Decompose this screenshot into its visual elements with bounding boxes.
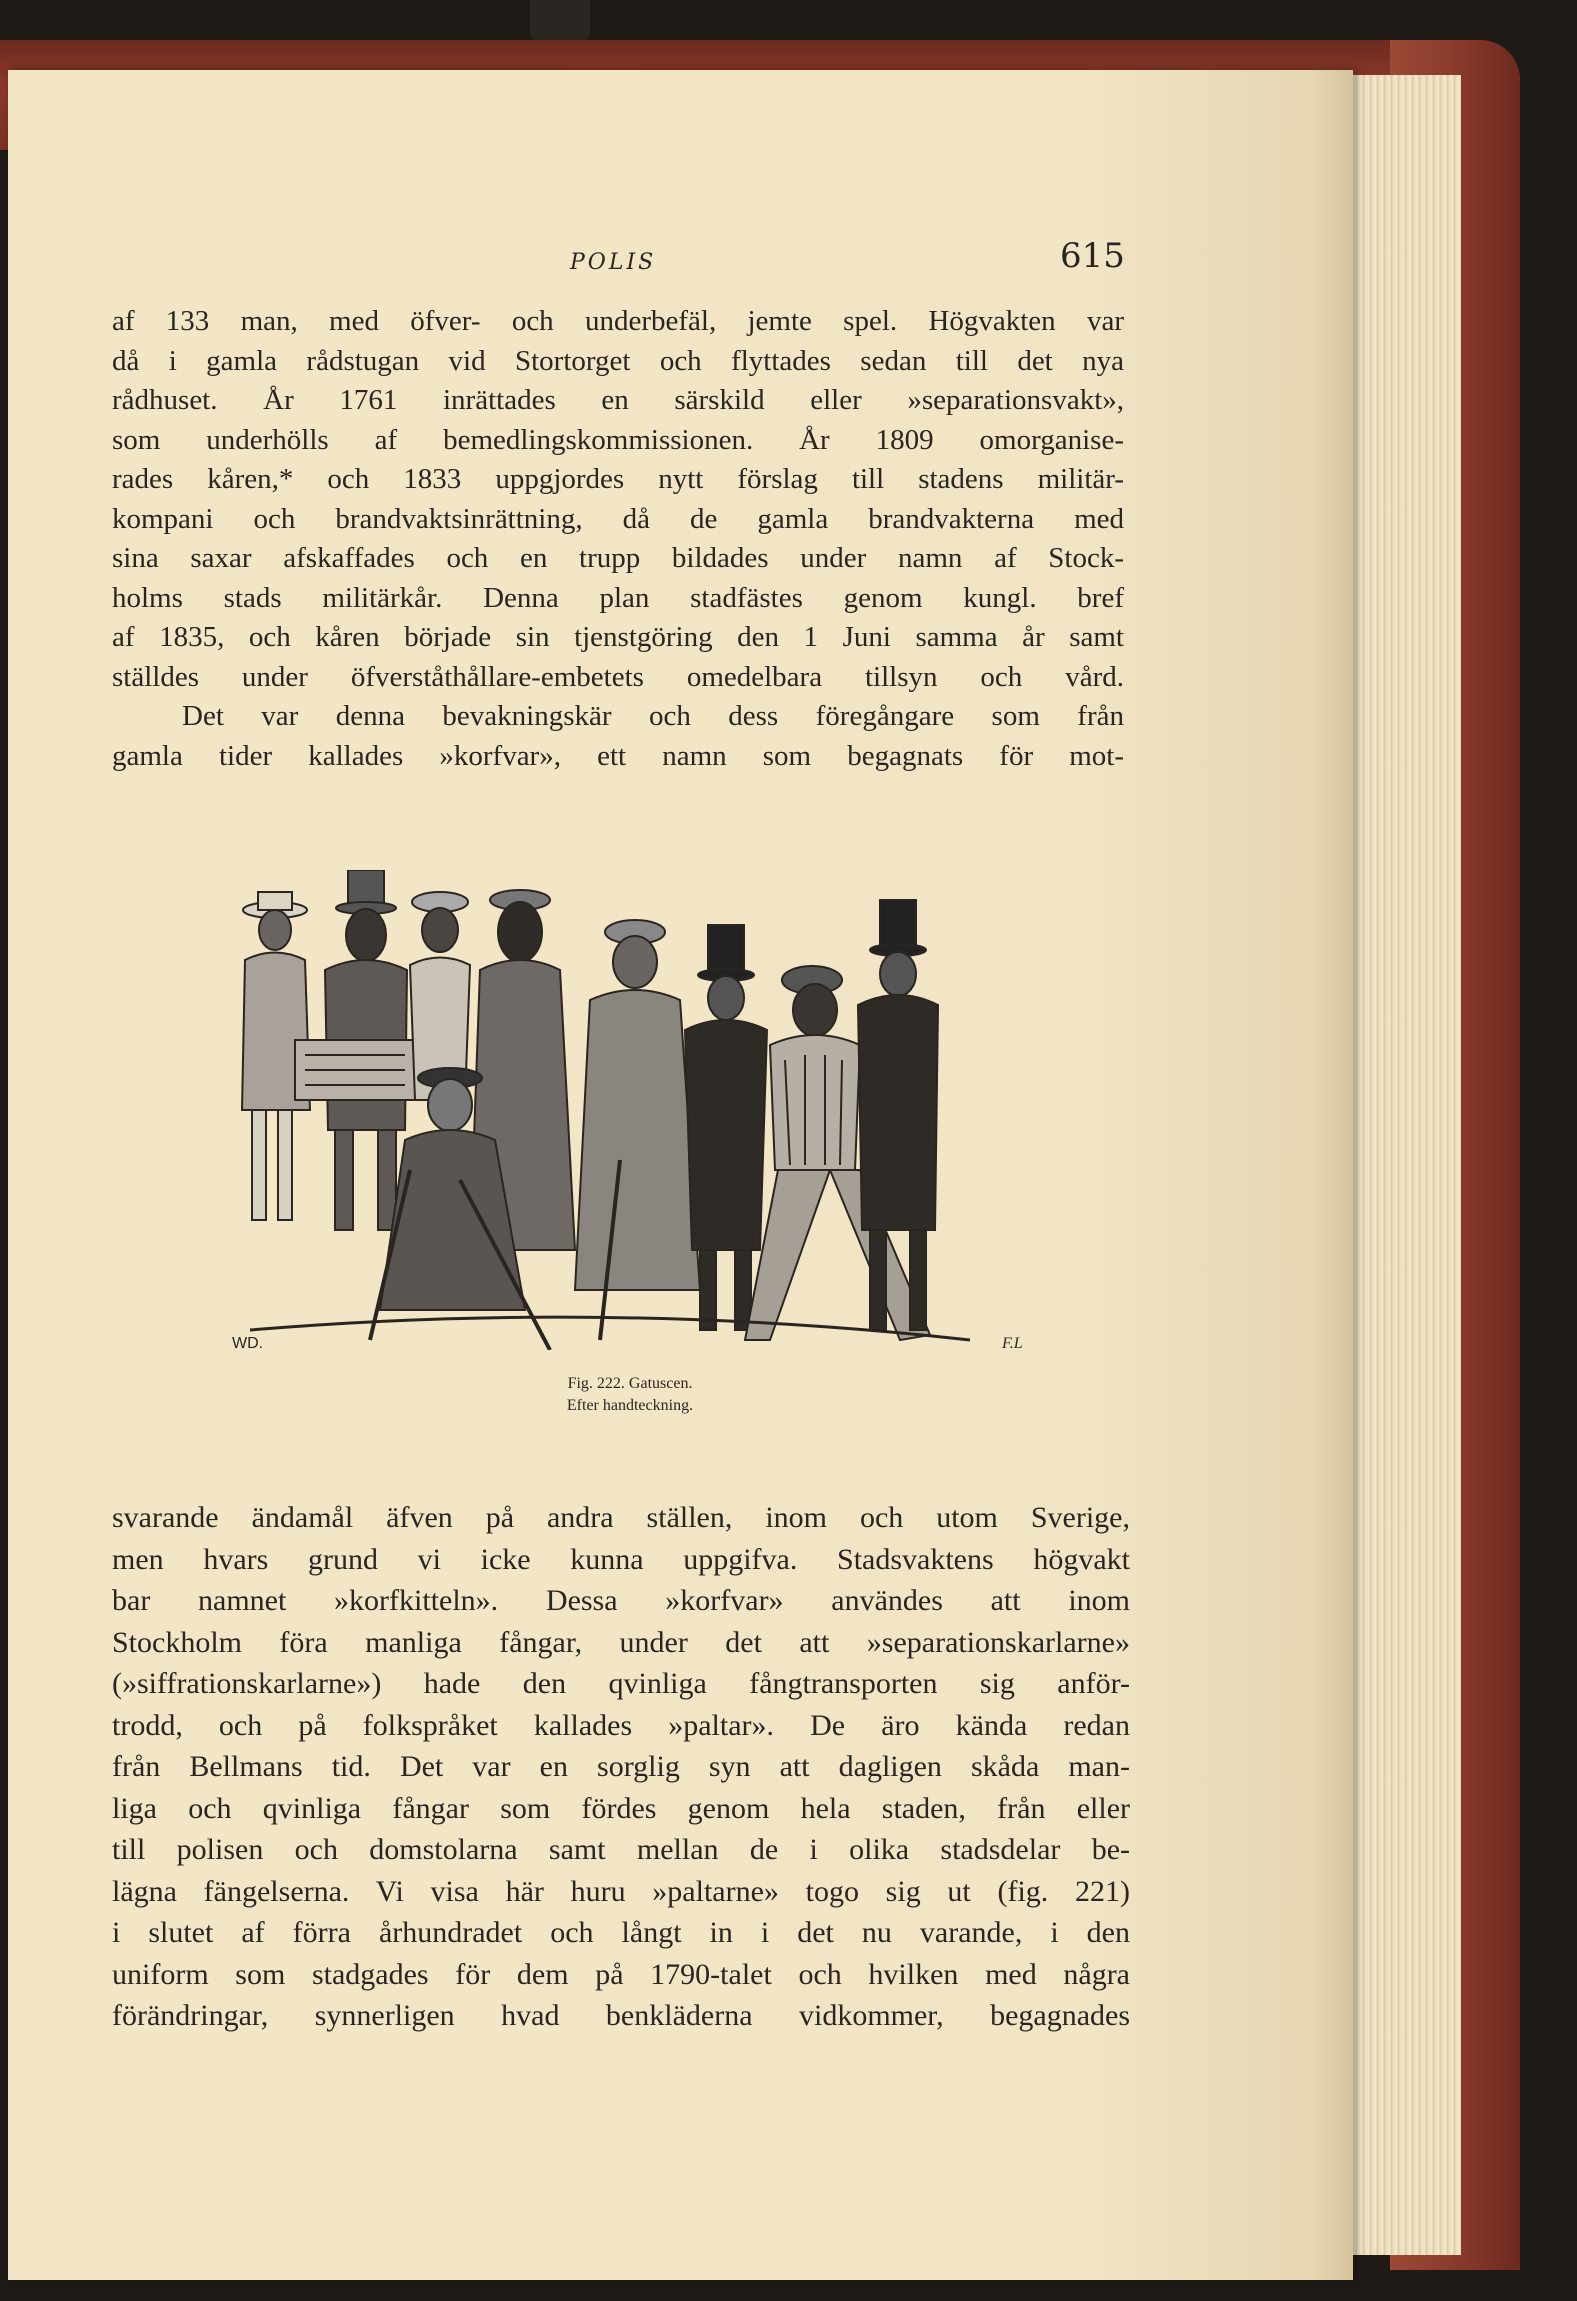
paragraph-1 xyxy=(112,302,1124,776)
text-line: lägna fängelserna. Vi visa här huru »paltarne» togo sig ut (fig. 221) xyxy=(112,1874,1130,1908)
artist-signature-left: WD. xyxy=(232,1335,264,1352)
text-line: bar namnet »korfkitteln». Dessa »korfvar» användes att inom xyxy=(112,1584,1130,1617)
text-line: Stockholm föra manliga fångar, under det att »separationskarlarne» xyxy=(112,1625,1130,1659)
text-line: rades kåren,* och 1833 uppgjordes nytt förslag till stadens militär- xyxy=(112,463,1124,495)
text-line: liga och qvinliga fångar som fördes genom hela staden, från eller xyxy=(112,1791,1130,1825)
text-line: Det var denna bevakningskär och dess föregångare som från xyxy=(182,700,1124,732)
text-line: uniform som stadgades för dem på 1790-talet och hvilken med några xyxy=(112,1957,1130,1991)
text-line: då i gamla rådstugan vid Stortorget och flyttades sedan till det nya xyxy=(112,344,1124,377)
text-line: (»siffrationskarlarne») hade den qvinliga fångtransporten sig anför- xyxy=(112,1667,1130,1700)
text-line: trodd, och på folkspråket kallades »paltar». De äro kända redan xyxy=(112,1708,1130,1742)
text-line: rådhuset. År 1761 inrättades en särskild eller »separationsvakt», xyxy=(112,384,1124,416)
caption-line: Fig. 222. Gatuscen. xyxy=(567,1375,693,1392)
text-line: kompani och brandvaktsinrättning, då de gamla brandvakterna med xyxy=(112,502,1124,535)
text-line: holms stads militärkår. Denna plan stadfästes genom kungl. bref xyxy=(112,581,1124,614)
text-line: ställdes under öfverståthållare-embetets omedelbara tillsyn och vård. xyxy=(112,660,1124,693)
text-line: som underhölls af bemedlingskommissionen. År 1809 omorganise- xyxy=(112,423,1124,456)
text-line: svarande ändamål äfven på andra ställen, inom och utom Sverige, xyxy=(112,1501,1130,1534)
running-title: POLIS xyxy=(570,250,657,275)
book-clip xyxy=(530,0,590,40)
figure-caption xyxy=(430,1373,830,1417)
street-scene-illustration xyxy=(230,870,1000,1350)
text-line: till polisen och domstolarna samt mellan de i olika stadsdelar be- xyxy=(112,1833,1130,1866)
text-line: gamla tider kallades »korfvar», ett namn som begagnats för mot- xyxy=(112,739,1124,772)
artist-signature-right: F.L xyxy=(1002,1335,1023,1352)
caption-line: Efter handteckning. xyxy=(566,1397,694,1414)
text-line: men hvars grund vi icke kunna uppgifva. Stadsvaktens högvakt xyxy=(112,1542,1130,1576)
text-line: förändringar, synnerligen hvad benkläderna vidkommer, begagnades xyxy=(112,1999,1130,2032)
text-line: af 133 man, med öfver- och underbefäl, jemte spel. Högvakten var xyxy=(112,305,1124,337)
text-line: af 1835, och kåren började sin tjenstgöring den 1 Juni samma år samt xyxy=(112,621,1124,653)
page-number: 615 xyxy=(1060,236,1125,276)
text-line: från Bellmans tid. Det var en sorglig syn att dagligen skåda man- xyxy=(112,1750,1130,1783)
text-line: sina saxar afskaffades och en trupp bildades under namn af Stock- xyxy=(112,542,1124,574)
paragraph-2 xyxy=(112,1497,1130,2037)
text-line: i slutet af förra århundradet och långt in i det nu varande, i den xyxy=(112,1916,1130,1949)
